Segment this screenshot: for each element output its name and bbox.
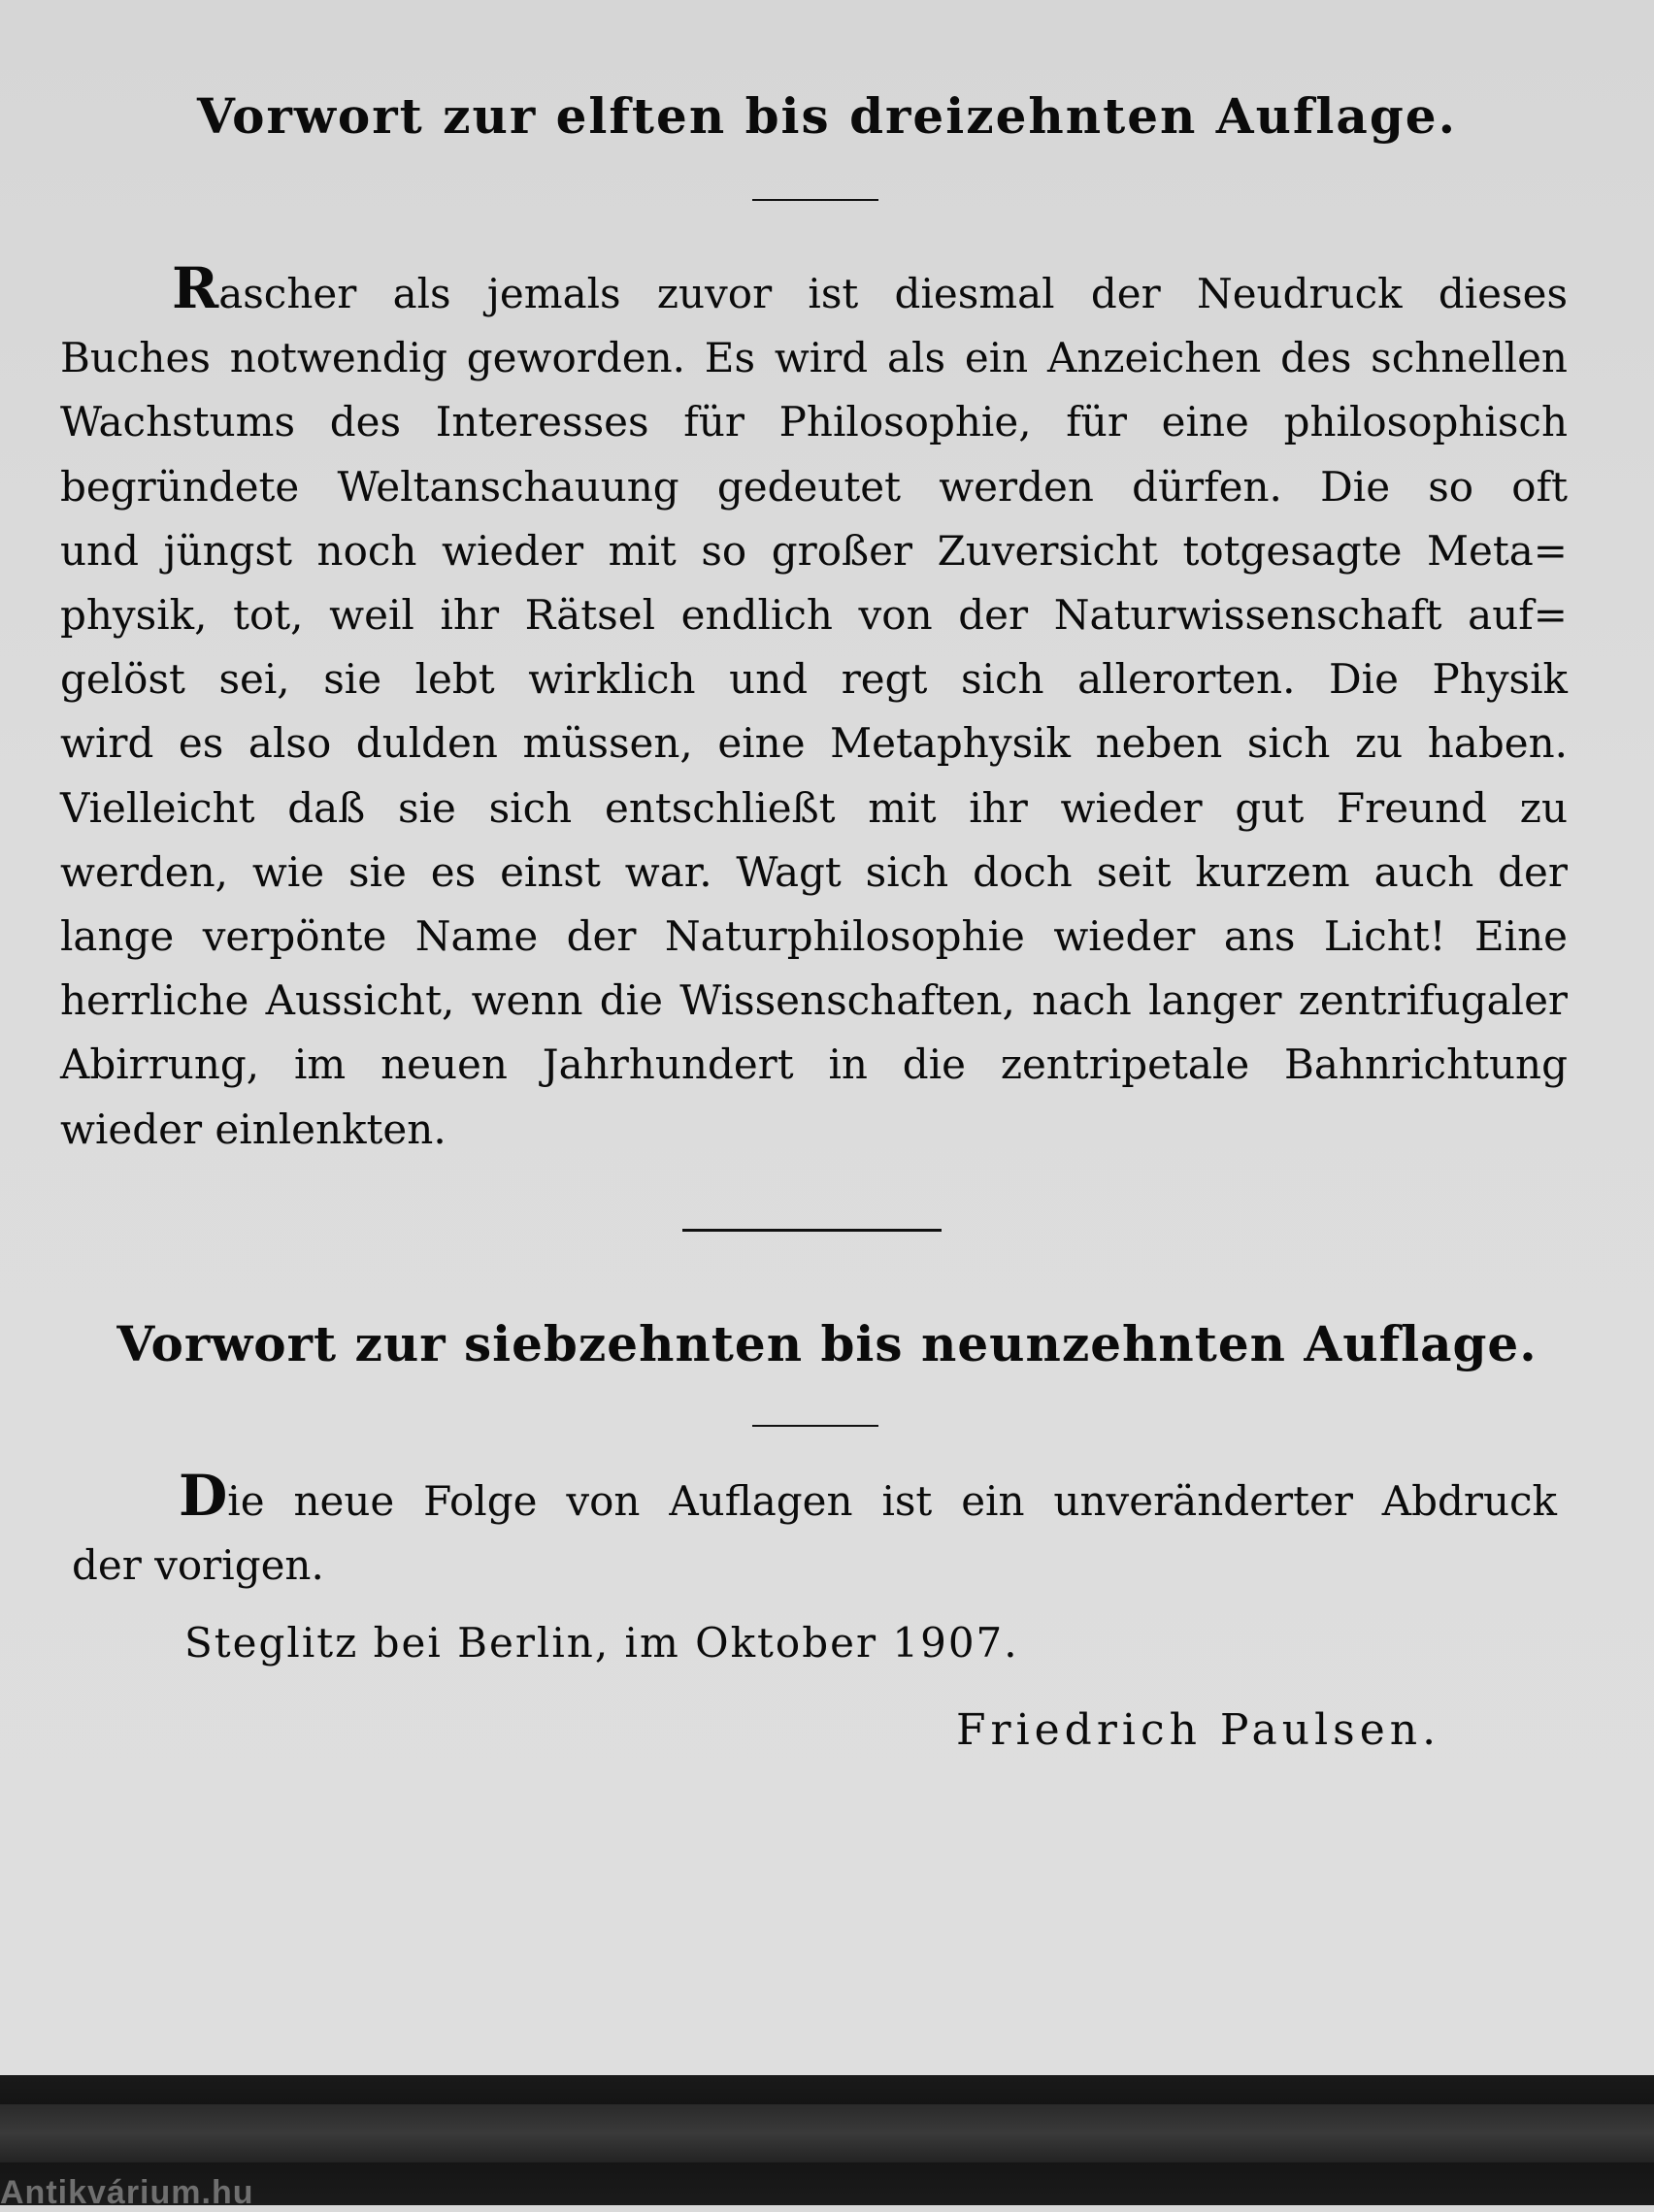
text-line: der vorigen. (72, 1541, 324, 1590)
text-line: wird es also dulden müssen, eine Metaphysik neben sich zu haben. (60, 719, 1568, 768)
text-line: und jüngst noch wieder mit so großer Zuversicht totgesagte Meta= (60, 526, 1568, 575)
book-cover-edge (0, 2104, 1654, 2162)
text-line: lange verpönte Name der Naturphilosophie wieder ans Licht! Eine (60, 912, 1568, 961)
section-heading-eleventh-edition: Vorwort zur elften bis dreizehnten Auflage. (196, 87, 1458, 145)
text-line: Wachstums des Interesses für Philosophie, für eine philosophisch (60, 398, 1568, 446)
text-line: herrliche Aussicht, wenn die Wissenschaften, nach langer zentrifugaler (60, 976, 1568, 1025)
text-line: gelöst sei, sie lebt wirklich und regt sich allerorten. Die Physik (60, 655, 1568, 704)
preface-paragraph-seventeenth (72, 1464, 1557, 1598)
drop-cap: D (179, 1463, 228, 1529)
heading-rule (752, 199, 878, 201)
section-divider (682, 1229, 942, 1232)
text-line: Vielleicht daß sie sich entschließt mit ihr wieder gut Freund zu (60, 783, 1568, 832)
text-line: physik, tot, weil ihr Rätsel endlich von der Naturwissenschaft auf= (60, 591, 1568, 640)
preface-paragraph-eleventh (60, 256, 1568, 1162)
dateline: Steglitz bei Berlin, im Oktober 1907. (184, 1619, 1019, 1667)
text-line: wieder einlenkten. (60, 1105, 447, 1153)
text-line: Die neue Folge von Auflagen ist ein unveränderter Abdruck (179, 1463, 1557, 1529)
drop-cap: R (172, 255, 219, 321)
author-signature: Friedrich Paulsen. (956, 1705, 1441, 1755)
text-line: Abirrung, im neuen Jahrhundert in die zentripetale Bahnrichtung (60, 1040, 1568, 1089)
section-heading-seventeenth-edition: Vorwort zur siebzehnten bis neunzehnten Auflage. (116, 1315, 1538, 1372)
text-line: Buches notwendig geworden. Es wird als ein Anzeichen des schnellen (60, 334, 1568, 382)
text-line: begründete Weltanschauung gedeutet werden dürfen. Die so oft (60, 462, 1568, 511)
heading-rule (752, 1425, 878, 1427)
text-line: werden, wie sie es einst war. Wagt sich doch seit kurzem auch der (60, 847, 1568, 896)
watermark: Antikvárium.hu (0, 2174, 254, 2211)
text-line: Rascher als jemals zuvor ist diesmal der Neudruck dieses (172, 255, 1568, 321)
